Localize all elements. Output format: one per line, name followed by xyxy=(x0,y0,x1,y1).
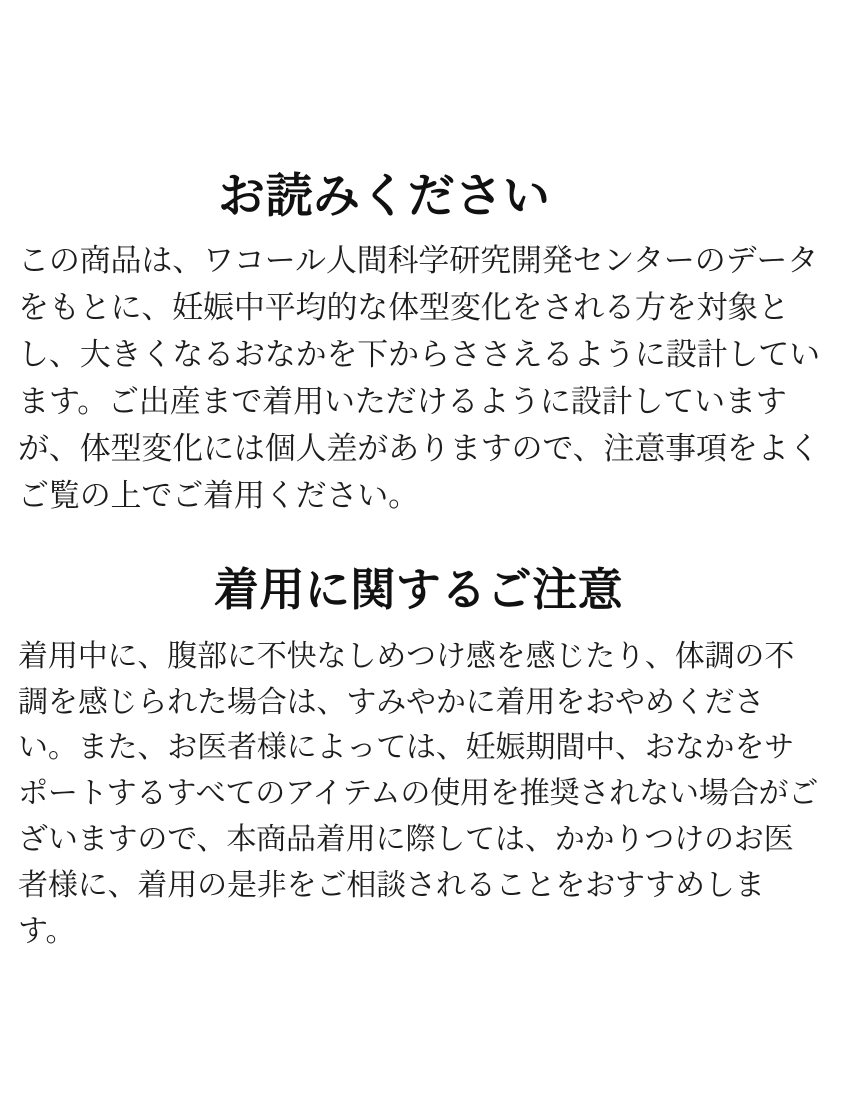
section-body-read-this: この商品は、ワコール人間科学研究開発センターのデータをもとに、妊娠中平均的な体型変化をされる方を対象とし、大きくなるおなかを下からささえるように設計しています。ご出産まで着用いただけるように設計していますが、体型変化には個人差がありますので、注意事項をよくご覧の上でご着用ください。 xyxy=(18,242,820,514)
section-wearing-precautions xyxy=(18,565,820,955)
section-heading-wearing-precautions: 着用に関するご注意 xyxy=(214,564,624,616)
section-body-wearing-precautions: 着用中に、腹部に不快なしめつけ感を感じたり、体調の不調を感じられた場合は、すみやかに着用をおやめください。また、お医者様によっては、妊娠期間中、おなかをサポートするすべてのアイテムの使用を推奨されない場合がございますので、本商品着用に際しては、かかりつけのお医者様に、着用の是非をご相談されることをおすすめします。 xyxy=(18,639,819,949)
section-read-this xyxy=(18,170,820,519)
section-heading-read-this: お読みください xyxy=(218,169,551,222)
